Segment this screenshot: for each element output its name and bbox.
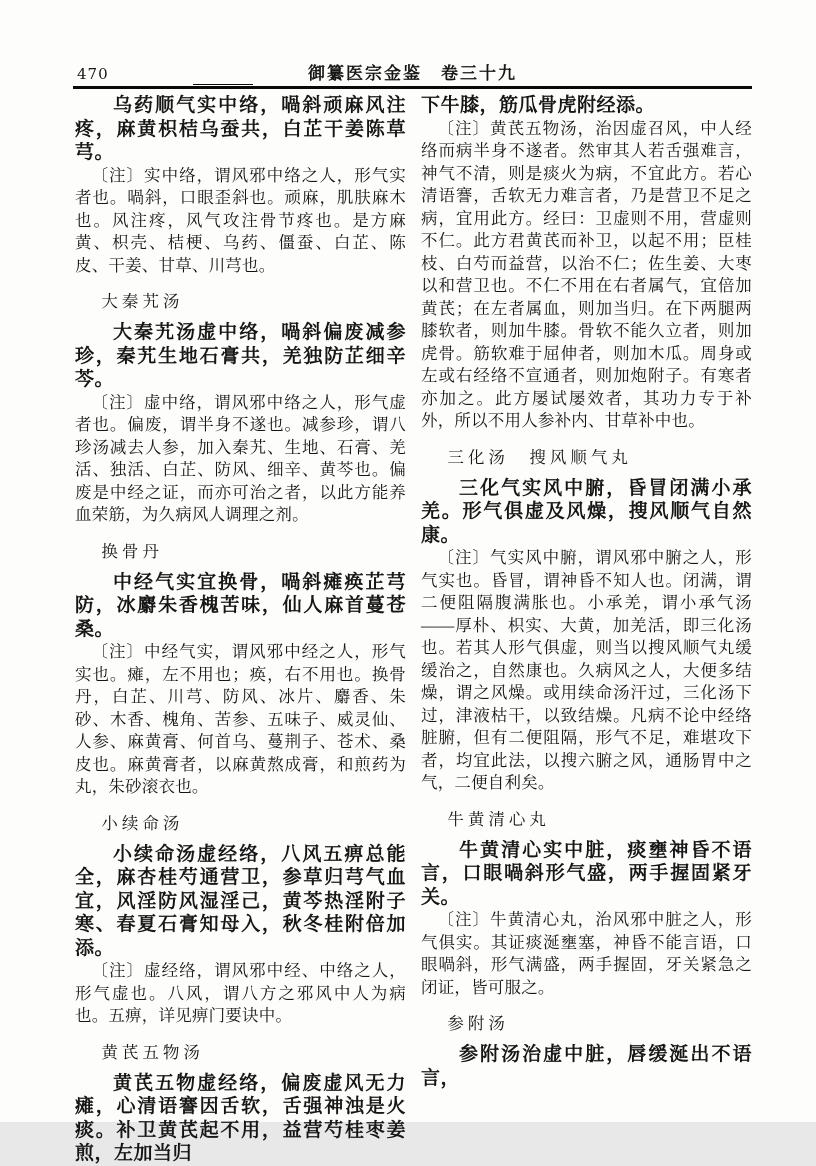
section-heading-huangqi-wuwu: 黄芪五物汤	[101, 1042, 204, 1062]
left-column	[75, 94, 406, 1164]
book-title-running-head: 御纂医宗金鉴 卷三十九	[308, 64, 517, 83]
note-wuyao-shunqi: 〔注〕实中络，谓风邪中络之人，形气实者也。喎斜，口眼歪斜也。顽麻，肌肤麻木也。风注疼，风气攻注骨节疼也。是方麻黄、枳壳、桔梗、乌药、僵蚕、白芷、陈皮、干姜、甘草、川芎也。	[75, 165, 406, 275]
verse-huangudan: 中经气实宜换骨，喎斜瘫痪芷芎防，冰麝朱香槐苦味，仙人麻首蔓苍桑。	[75, 571, 406, 640]
section-heading-niuhuang-qingxin: 牛黄清心丸	[447, 809, 550, 829]
page-header	[73, 56, 752, 86]
section-heading-shenfutang: 参附汤	[447, 1014, 509, 1033]
section-heading-daqinjiao: 大秦艽汤	[101, 292, 184, 311]
note-huangqi-wuwu: 〔注〕黄芪五物汤，治因虚召风，中人经络而病半身不遂者。然审其人若舌强难言，神气不清，则是痰火为病，不宜此方。若心清语謇，舌软无力难言者，乃是营卫不足之病，宜用此方。经曰：卫虚则不用，营虚则不仁。此方君黄芪而补卫，以起不用；臣桂枝、白芍而益营，以治不仁；佐生姜、大枣以和营卫也。不仁不用在右者属气，宜倍加黄芪；在左者属血，则加当归。在下两腿两膝软者，则加牛膝。骨软不能久立者，则加虎骨。筋软难于屈伸者，则加木瓜。周身或左或右经络不宣通者，则加炮附子。有寒者亦加之。此方屡试屡效者，其功力专于补外，所以不用人参补内、甘草补中也。	[421, 118, 752, 430]
page-body	[75, 94, 752, 1164]
verse-niuhuang-qingxin: 牛黄清心实中脏，痰壅神昏不语言，口眼喎斜形气盛，两手握固紧牙关。	[421, 839, 752, 908]
verse-shenfutang: 参附汤治虚中脏，唇缓涎出不语言，	[421, 1044, 752, 1089]
note-xiaoxuming: 〔注〕虚经络，谓风邪中经、中络之人，形气虚也。八风，谓八方之邪风中人为病也。五痹，详见痹门要诀中。	[75, 961, 406, 1025]
note-huangudan: 〔注〕中经气实，谓风邪中经之人，形气实也。瘫，左不用也；痪，右不用也。换骨丹，白芷、川芎、防风、冰片、麝香、朱砂、木香、槐角、苦参、五味子、威灵仙、人参、麻黄膏、何首乌、蔓荆子、苍术、桑皮也。麻黄膏者，以麻黄熬成膏，和煎药为丸，朱砂滚衣也。	[75, 642, 406, 796]
note-niuhuang-qingxin: 〔注〕牛黄清心丸，治风邪中脏之人，形气俱实。其证痰涎壅塞，神昏不能言语，口眼喎斜，形气满盛，两手握固，牙关紧急之闭证，皆可服之。	[421, 910, 752, 997]
note-sanhua: 〔注〕气实风中腑，谓风邪中腑之人，形气实也。昏冒，谓神昏不知人也。闭满，谓二便阻隔腹满胀也。小承羌，谓小承气汤——厚朴、枳实、大黄，加羌活，即三化汤也。若其人形气俱虚，则当以搜风顺气丸缓缓治之，自然康也。久病风之人，大便多结燥，谓之风燥。或用续命汤汗过，三化汤下过，津液枯干，以致结燥。凡病不论中经络脏腑，但有二便阻隔，形气不足，难堪攻下者，均宜此法，以搜六腑之风，通肠胃中之气，二便自利矣。	[421, 548, 752, 792]
verse-wuyao-shunqi: 乌药顺气实中络，喎斜顽麻风注疼，麻黄枳桔乌蚕共，白芷干姜陈草芎。	[75, 95, 406, 163]
verse-daqinjiao: 大秦艽汤虚中络，喎斜偏废减参珍，秦艽生地石膏共，羌独防芷细辛芩。	[75, 322, 406, 390]
verse-xiaoxuming: 小续命汤虚经络，八风五痹总能全，麻杏桂芍通营卫，参草归芎气血宜，风淫防风湿淫己，黄芩热淫附子寒、春夏石膏知母入，秋冬桂附倍加添。	[75, 843, 406, 959]
header-rule	[73, 86, 752, 89]
section-heading-huangudan: 换骨丹	[101, 541, 163, 561]
verse-huangqi-wuwu: 黄芪五物虚经络，偏废虚风无力瘫，心清语謇因舌软，舌强神浊是火痰。补卫黄芪起不用，益营芍桂枣姜煎，左加当归	[75, 1072, 406, 1164]
page-number: 470	[77, 65, 109, 83]
verse-sanhua: 三化气实风中腑，昏冒闭满小承羌。形气俱虚及风燥，搜风顺气自然康。	[421, 477, 752, 546]
verse-huangqi-wuwu-continuation: 下牛膝，筋瓜骨虎附经添。	[421, 95, 656, 116]
section-heading-xiaoxuming: 小续命汤	[101, 813, 184, 833]
note-daqinjiao: 〔注〕虚中络，谓风邪中络之人，形气虚者也。偏废，谓半身不遂也。减参珍，谓八珍汤减去人参，加入秦艽、生地、石膏、羌活、独活、白芷、防风、细辛、黄芩也。偏废是中经之证，而亦可治之者，以此方能养血荣筋，为久病风人调理之剂。	[75, 392, 406, 524]
right-column	[421, 94, 752, 1089]
section-heading-sanhua-soufeng: 三化汤 搜风顺气丸	[447, 447, 632, 467]
